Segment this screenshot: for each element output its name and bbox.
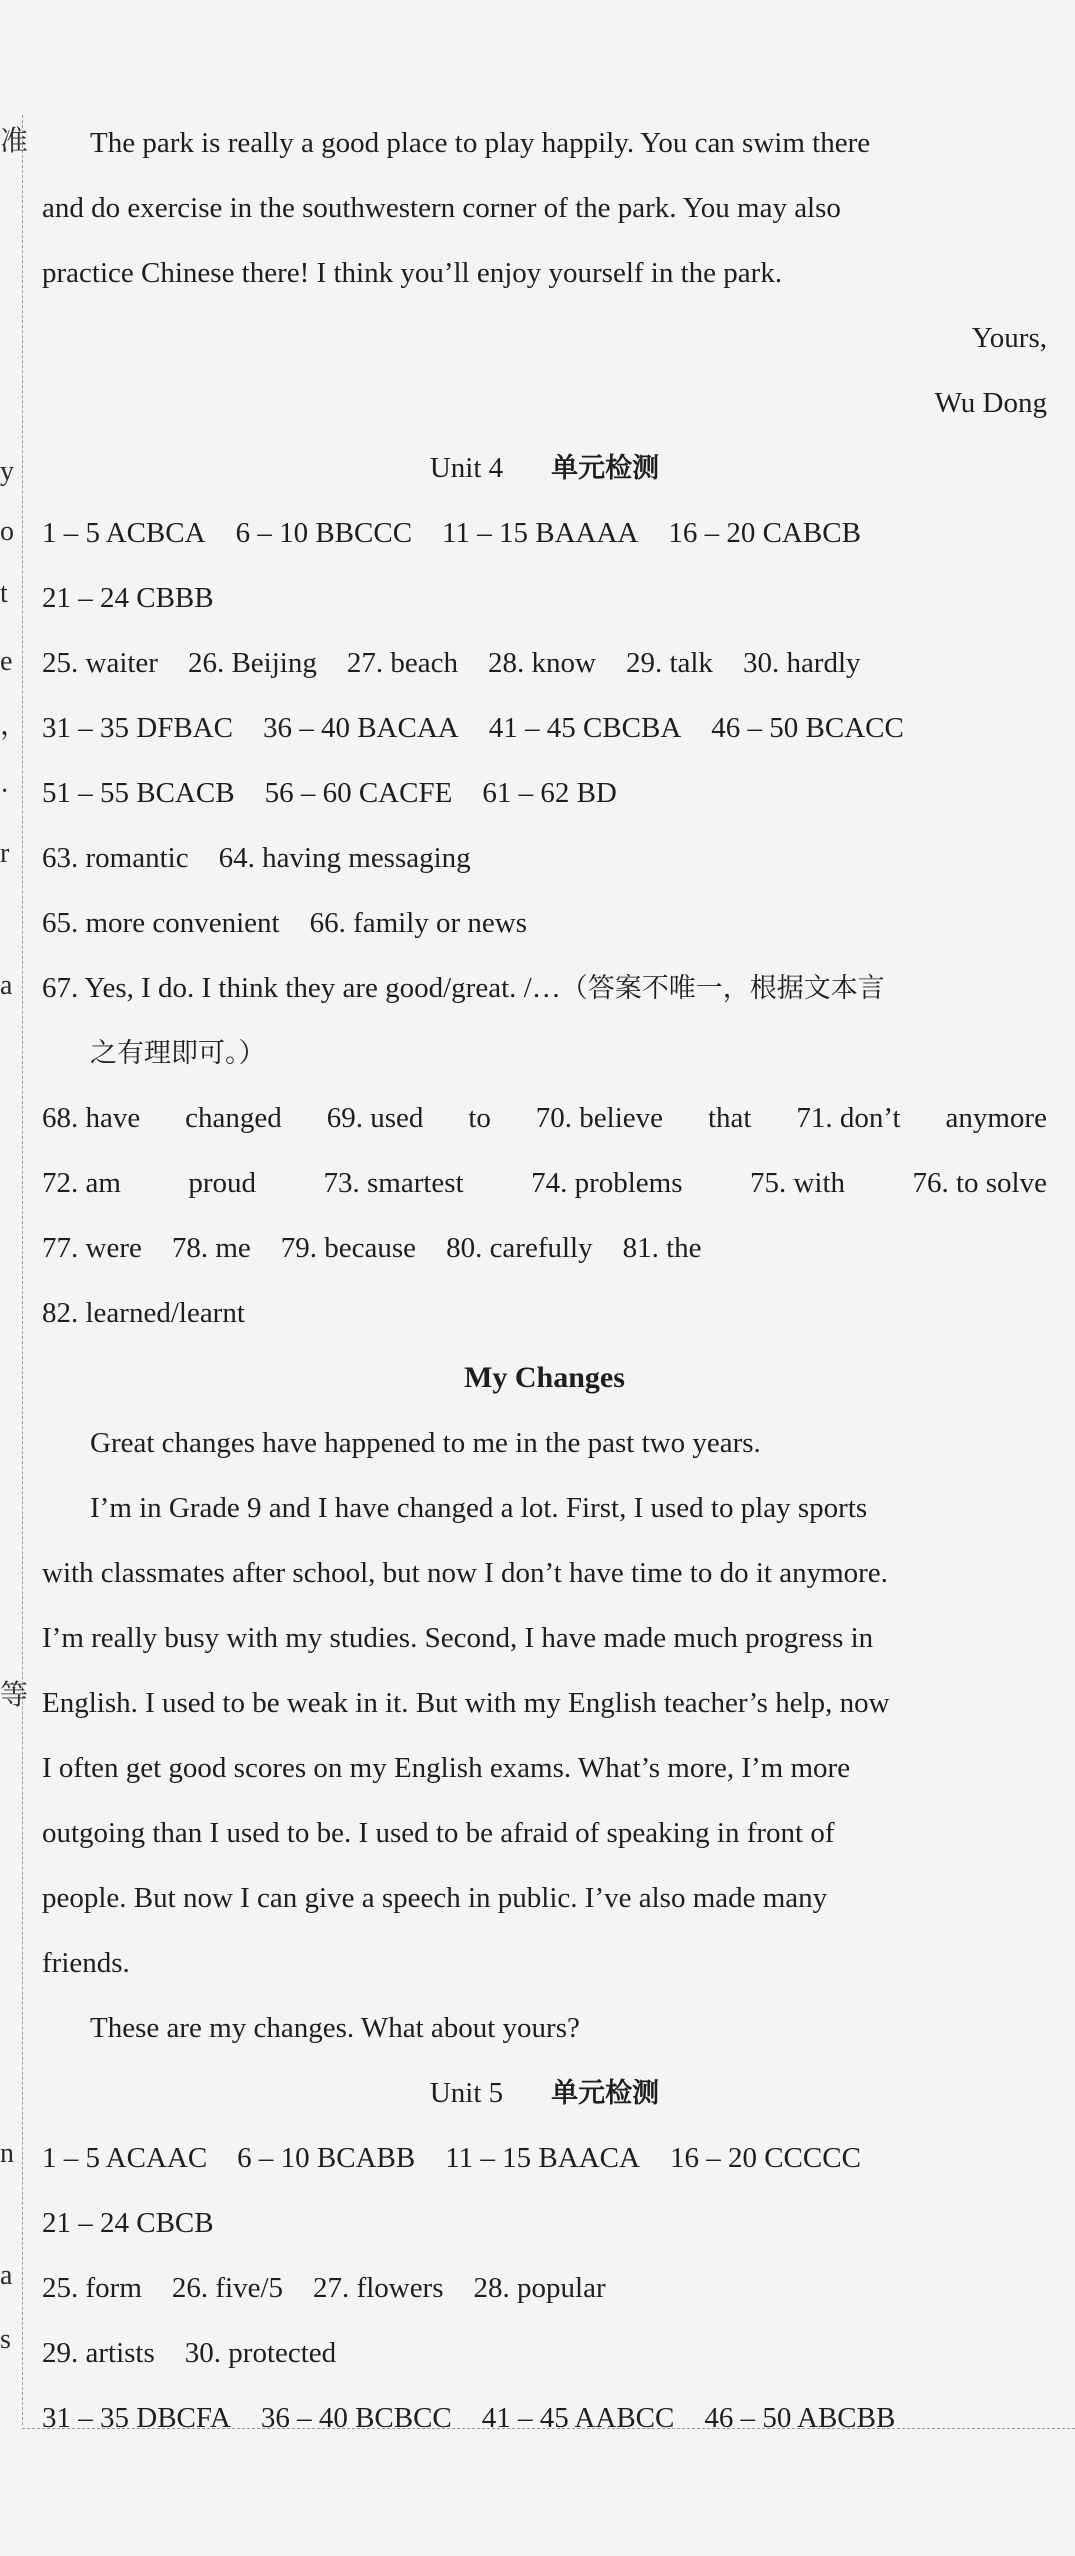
unit4-answer-row <box>42 1163 1047 1203</box>
unit5-answer-row <box>42 2398 1047 2438</box>
unit5-answer-row <box>42 2268 1047 2308</box>
margin-fragment: y <box>0 456 14 487</box>
answer-word: 72. am <box>42 1167 121 1199</box>
answer-item: 64. having messaging <box>218 842 471 874</box>
unit4-answer-row <box>42 708 1047 748</box>
unit4-answer-row <box>42 1228 1047 1268</box>
margin-fragment: e <box>0 646 13 677</box>
answer-word: 69. used <box>326 1102 424 1134</box>
margin-fragment: a <box>0 970 13 1001</box>
answer-item: 25. waiter <box>42 647 158 679</box>
answer-item: 65. more convenient <box>42 907 280 939</box>
answer-item: 78. me <box>171 1232 251 1264</box>
unit4-answer-row <box>42 513 1047 553</box>
answer-group: 21 – 24 CBBB <box>42 582 214 614</box>
answer-item: 27. flowers <box>313 2272 444 2304</box>
answer-item: 67. Yes, I do. I think they are good/great. /… <box>42 972 561 1004</box>
essay-line: English. I used to be weak in it. But with my English teacher’s help, now <box>42 1687 890 1719</box>
unit4-answer-row <box>42 578 1047 618</box>
margin-fragment: · <box>0 776 10 807</box>
answer-group: 56 – 60 CACFE <box>264 777 453 809</box>
unit5-title: 单元检测 <box>551 2078 660 2109</box>
answer-word: proud <box>188 1167 257 1199</box>
answer-group: 6 – 10 BCABB <box>237 2142 416 2174</box>
answer-item: 28. know <box>487 647 596 679</box>
answer-item: 82. learned/learnt <box>42 1297 245 1329</box>
letter-signature: Wu Dong <box>934 387 1047 419</box>
letter-line: and do exercise in the southwestern corner of the park. You may also <box>42 192 841 224</box>
unit4-label: Unit 4 <box>429 452 504 484</box>
unit4-answer-row <box>42 773 1047 813</box>
answer-word: 68. have <box>42 1102 141 1134</box>
answer-word: to <box>468 1102 491 1134</box>
answer-item: 29. talk <box>625 647 713 679</box>
answer-group: 31 – 35 DBCFA <box>42 2402 231 2434</box>
unit4-answer-row <box>42 1033 1047 1073</box>
answer-group: 21 – 24 CBCB <box>42 2207 214 2239</box>
answer-word: 73. smartest <box>323 1167 464 1199</box>
answer-group: 61 – 62 BD <box>482 777 617 809</box>
unit4-title: 单元检测 <box>551 453 660 484</box>
answer-word: changed <box>185 1102 282 1134</box>
answer-item: 27. beach <box>346 647 458 679</box>
essay-line: people. But now I can give a speech in public. I’ve also made many <box>42 1882 828 1914</box>
essay-title: My Changes <box>464 1361 625 1394</box>
answer-group: 1 – 5 ACAAC <box>42 2142 208 2174</box>
essay-line: I’m really busy with my studies. Second, I have made much progress in <box>42 1622 874 1654</box>
answer-note: 之有理即可。） <box>90 1038 266 1069</box>
essay-line: with classmates after school, but now I don’t have time to do it anymore. <box>42 1557 888 1589</box>
answer-group: 11 – 15 BAAAA <box>442 517 639 549</box>
unit5-label: Unit 5 <box>429 2077 504 2109</box>
unit5-heading <box>42 2073 1047 2113</box>
essay-line: Great changes have happened to me in the past two years. <box>90 1427 761 1459</box>
margin-fragment: n <box>0 2138 14 2169</box>
margin-fragment: ， <box>0 710 29 741</box>
margin-fragment: 等 <box>0 1680 29 1711</box>
margin-fragment: r <box>0 838 10 869</box>
answer-note: （答案不唯一，根据文本言 <box>560 973 885 1004</box>
unit5-answer-row <box>42 2138 1047 2178</box>
answer-item: 79. because <box>280 1232 417 1264</box>
margin-fragment: s <box>0 2324 11 2355</box>
unit4-answer-row <box>42 903 1047 943</box>
answer-item: 81. the <box>622 1232 702 1264</box>
margin-fragment: o <box>0 516 14 547</box>
margin-fragment: 准 <box>0 126 29 157</box>
answer-item: 30. hardly <box>742 647 861 679</box>
answer-group: 51 – 55 BCACB <box>42 777 235 809</box>
unit4-answer-row <box>42 643 1047 683</box>
answer-item: 26. five/5 <box>171 2272 284 2304</box>
answer-group: 16 – 20 CCCCC <box>669 2142 861 2174</box>
unit4-answer-row <box>42 838 1047 878</box>
answer-group: 31 – 35 DFBAC <box>42 712 233 744</box>
answer-word: 75. with <box>749 1167 846 1199</box>
answer-group: 41 – 45 CBCBA <box>488 712 682 744</box>
answer-item: 63. romantic <box>42 842 189 874</box>
answer-item: 25. form <box>42 2272 142 2304</box>
answer-group: 36 – 40 BCBCC <box>260 2402 452 2434</box>
essay-line: outgoing than I used to be. I used to be afraid of speaking in front of <box>42 1817 835 1849</box>
letter-line: The park is really a good place to play happily. You can swim there <box>90 127 871 159</box>
unit4-heading <box>42 448 1047 488</box>
answer-item: 66. family or news <box>309 907 528 939</box>
answer-group: 11 – 15 BAACA <box>445 2142 640 2174</box>
answer-item: 28. popular <box>473 2272 606 2304</box>
answer-item: 30. protected <box>184 2337 337 2369</box>
answer-group: 6 – 10 BBCCC <box>235 517 413 549</box>
essay-line: These are my changes. What about yours? <box>90 2012 580 2044</box>
answer-item: 29. artists <box>42 2337 155 2369</box>
margin-divider <box>22 115 23 2425</box>
unit4-answer-row <box>42 968 1047 1008</box>
letter-closing: Yours, <box>971 322 1047 354</box>
answer-item: 77. were <box>42 1232 142 1264</box>
answer-group: 41 – 45 AABCC <box>481 2402 675 2434</box>
margin-fragment: a <box>0 2260 13 2291</box>
answer-word: 74. problems <box>531 1167 683 1199</box>
answer-word: anymore <box>945 1102 1047 1134</box>
unit4-answer-row <box>42 1293 1047 1333</box>
answer-item: 26. Beijing <box>187 647 317 679</box>
essay-line: friends. <box>42 1947 130 1979</box>
essay-line: I often get good scores on my English exams. What’s more, I’m more <box>42 1752 851 1784</box>
answer-word: 76. to solve <box>912 1167 1047 1199</box>
answer-word: 70. believe <box>535 1102 664 1134</box>
answer-group: 46 – 50 BCACC <box>711 712 904 744</box>
essay-line: I’m in Grade 9 and I have changed a lot. First, I used to play sports <box>90 1492 868 1524</box>
answer-group: 16 – 20 CABCB <box>668 517 861 549</box>
answer-group: 1 – 5 ACBCA <box>42 517 206 549</box>
answer-word: that <box>707 1102 752 1134</box>
letter-line: practice Chinese there! I think you’ll enjoy yourself in the park. <box>42 257 783 289</box>
unit4-answer-row <box>42 1098 1047 1138</box>
answer-item: 80. carefully <box>446 1232 593 1264</box>
answer-group: 46 – 50 ABCBB <box>704 2402 896 2434</box>
unit5-answer-row <box>42 2333 1047 2373</box>
unit5-answer-row <box>42 2203 1047 2243</box>
margin-fragment: t <box>0 578 8 609</box>
answer-word: 71. don’t <box>796 1102 901 1134</box>
answer-group: 36 – 40 BACAA <box>262 712 459 744</box>
